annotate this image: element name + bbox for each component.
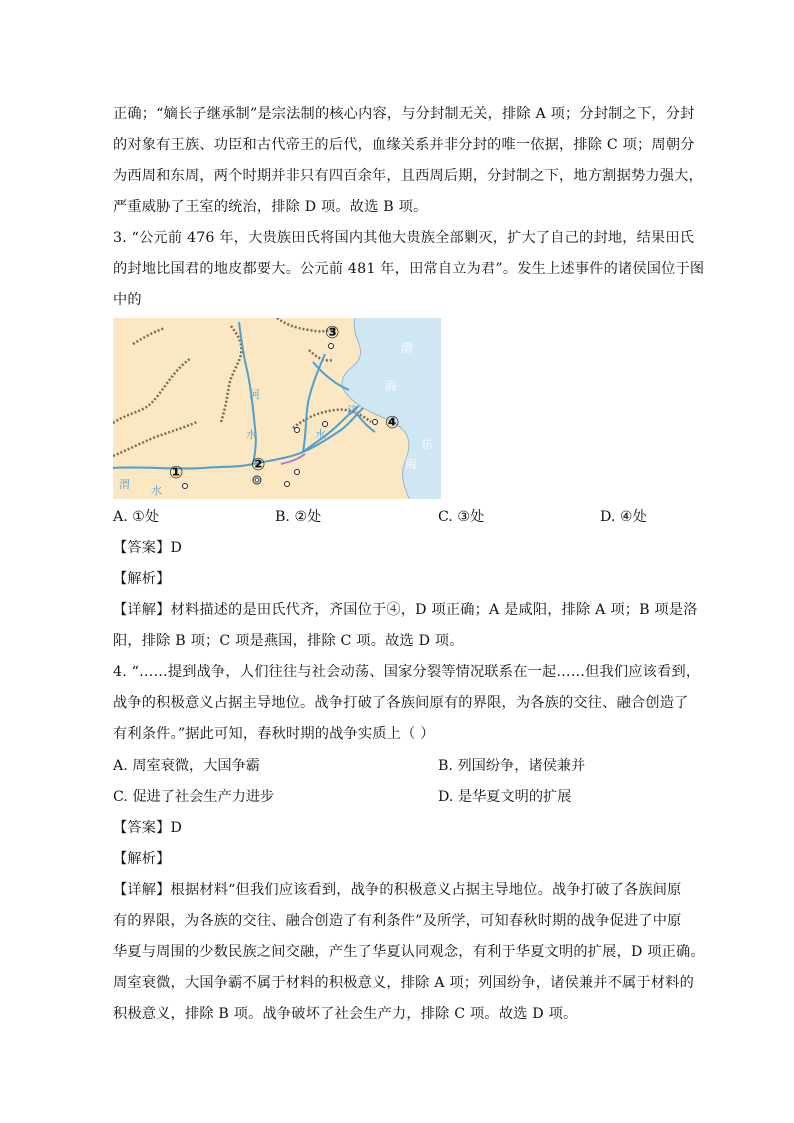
historical-map bbox=[113, 318, 441, 499]
q3-option-b: B. ②处 bbox=[275, 509, 322, 525]
q4-stem-line: 战争的积极意义占据主导地位。战争打破了各族间原有的界限，为各族的交往、融合创造了 bbox=[113, 695, 689, 711]
river-label: 渭 bbox=[119, 478, 130, 491]
q4-option-d: D. 是华夏文明的扩展 bbox=[438, 789, 572, 805]
q4-stem-line: 4. “……提到战争，人们往往与社会动荡、国家分裂等情况联系在一起……但我们应该看到， bbox=[113, 664, 701, 680]
sea-label: 东 bbox=[421, 437, 434, 451]
city-marker bbox=[323, 422, 328, 427]
city-marker bbox=[295, 470, 300, 475]
marker-1: ① bbox=[169, 463, 184, 483]
q4-detail-line: 华夏与周围的少数民族之间交融，产生了华夏认同观念，有利于华夏文明的扩展，D 项正确。 bbox=[113, 944, 705, 960]
q3-option-c: C. ③处 bbox=[438, 509, 485, 525]
river-label: 水 bbox=[246, 428, 257, 441]
city-marker bbox=[373, 420, 378, 425]
city-marker bbox=[329, 344, 334, 349]
q3-option-a: A. ①处 bbox=[113, 509, 160, 525]
q4-detail-line: 有的界限，为各族的交往、融合创造了有利条件”及所学，可知春秋时期的战争促进了中原 bbox=[113, 913, 682, 929]
q4-option-b: B. 列国纷争，诸侯兼并 bbox=[438, 758, 586, 774]
q3-detail-line: 阳，排除 B 项；C 项是燕国，排除 C 项。故选 D 项。 bbox=[113, 633, 464, 649]
q4-detail-line: 【详解】根据材料“但我们应该看到，战争的积极意义占据主导地位。战争打破了各族间原 bbox=[113, 882, 682, 898]
q4-detail-line: 周室衰微，大国争霸不属于材料的积极意义，排除 A 项；列国纷争，诸侯兼并不属于材料的 bbox=[113, 975, 694, 991]
text-line: 为西周和东周，两个时期并非只有四百余年，且西周后期，分封制之下，地方割据势力强大， bbox=[113, 168, 703, 184]
marker-4: ④ bbox=[385, 413, 400, 433]
city-marker bbox=[285, 482, 290, 487]
sea-label: 海 bbox=[405, 457, 418, 471]
river-label: 河 bbox=[249, 388, 260, 401]
sea-label: 渤 bbox=[401, 341, 414, 355]
q4-stem-line: 有利条件。”据此可知，春秋时期的战争实质上（ ） bbox=[113, 726, 435, 742]
q4-detail-line: 积极意义，排除 B 项。战争破坏了社会生产力，排除 C 项。故选 D 项。 bbox=[113, 1006, 578, 1022]
q4-option-a: A. 周室衰微，大国争霸 bbox=[113, 758, 260, 774]
city-marker bbox=[295, 428, 300, 433]
q4-option-c: C. 促进了社会生产力进步 bbox=[113, 789, 275, 805]
q3-option-d: D. ④处 bbox=[600, 509, 647, 525]
river-label: 水 bbox=[151, 484, 162, 497]
river-label: 水 bbox=[315, 428, 326, 441]
text-line: 严重威胁了王室的统治，排除 D 项。故选 B 项。 bbox=[113, 199, 428, 215]
q3-answer: 【答案】D bbox=[113, 540, 183, 556]
q3-analysis-label: 【解析】 bbox=[113, 571, 171, 587]
text-line: 正确；“嫡长子继承制”是宗法制的核心内容，与分封制无关，排除 A 项；分封制之下，分封 bbox=[113, 106, 695, 122]
q3-stem-line: 的封地比国君的地皮都要大。公元前 481 年，田常自立为君”。发生上述事件的诸侯国位于图 bbox=[113, 261, 705, 277]
q4-answer: 【答案】D bbox=[113, 820, 183, 836]
q3-stem-line: 3. “公元前 476 年，大贵族田氏将国内其他大贵族全部剿灭，扩大了自己的封地，结果田氏 bbox=[113, 230, 695, 246]
q4-analysis-label: 【解析】 bbox=[113, 851, 171, 867]
marker-2: ② bbox=[251, 455, 266, 475]
q3-stem-line: 中的 bbox=[113, 292, 142, 308]
q3-detail-line: 【详解】材料描述的是田氏代齐，齐国位于④，D 项正确；A 是咸阳，排除 A 项；B 项是洛 bbox=[113, 602, 698, 618]
city-marker bbox=[183, 484, 188, 489]
river-label: 济 bbox=[347, 404, 358, 417]
city-marker bbox=[255, 478, 259, 482]
marker-3: ③ bbox=[325, 323, 340, 343]
text-line: 的对象有王族、功臣和古代帝王的后代，血缘关系并非分封的唯一依据，排除 C 项；周朝分 bbox=[113, 137, 695, 153]
sea-label: 海 bbox=[385, 379, 398, 393]
